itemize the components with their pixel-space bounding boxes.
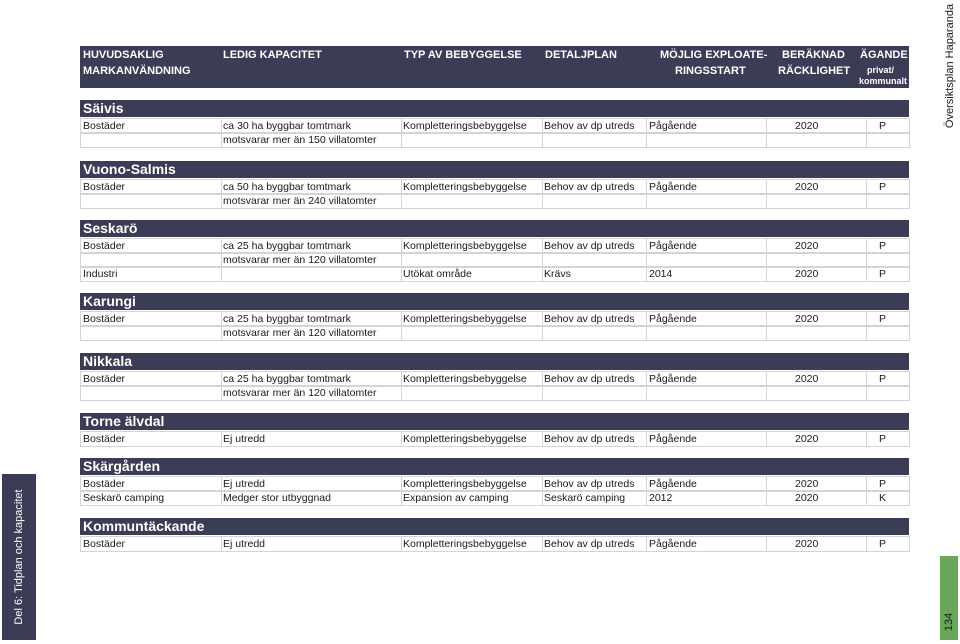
header-col-detaljplan: DETALJPLAN [545, 49, 617, 61]
cell-divider [542, 267, 543, 281]
cell-divider [646, 386, 647, 400]
header-col-kapacitet: LEDIG KAPACITET [223, 49, 322, 61]
table-cell: P [879, 181, 887, 193]
cell-divider [646, 239, 647, 253]
table-cell: P [879, 373, 887, 385]
cell-divider [866, 326, 867, 340]
header-col-markanvandning-2: MARKANVÄNDNING [83, 65, 191, 77]
table-row [80, 132, 910, 148]
section-title: Säivis [83, 100, 124, 116]
section-title: Seskarö [83, 220, 138, 236]
cell-divider [221, 239, 222, 253]
table-cell: Bostäder [83, 373, 126, 385]
table-cell: Ej utredd [223, 433, 266, 445]
cell-divider [401, 119, 402, 133]
cell-divider [542, 372, 543, 386]
table-cell: 2020 [795, 268, 819, 280]
cell-divider [401, 194, 402, 208]
cell-divider [866, 477, 867, 491]
cell-divider [766, 133, 767, 147]
section-header [80, 161, 909, 178]
table-cell: Expansion av camping [403, 492, 509, 504]
table-cell: Kompletteringsbebyggelse [403, 313, 527, 325]
cell-divider [646, 253, 647, 267]
cell-divider [401, 239, 402, 253]
page-number-box [940, 556, 958, 640]
table-row [80, 325, 910, 341]
section-title: Skärgården [83, 458, 161, 474]
cell-divider [221, 491, 222, 505]
table-cell: 2020 [795, 313, 819, 325]
table-cell: Utökat område [403, 268, 472, 280]
table-row [80, 193, 910, 209]
cell-divider [766, 194, 767, 208]
cell-divider [401, 372, 402, 386]
header-col-agande: ÄGANDE [860, 49, 908, 61]
cell-divider [646, 432, 647, 446]
table-cell: P [879, 240, 887, 252]
table-row [80, 385, 910, 401]
header-col-exploatering-2: RINGSSTART [675, 65, 746, 77]
cell-divider [221, 253, 222, 267]
cell-divider [401, 477, 402, 491]
cell-divider [401, 432, 402, 446]
cell-divider [646, 326, 647, 340]
table-cell: 2020 [795, 478, 819, 490]
table-cell: Krävs [544, 268, 571, 280]
cell-divider [766, 372, 767, 386]
cell-divider [646, 477, 647, 491]
cell-divider [766, 312, 767, 326]
table-row [80, 266, 910, 282]
table-cell: ca 25 ha byggbar tomtmark [223, 240, 351, 252]
chapter-tab [2, 474, 36, 640]
table-cell: Bostäder [83, 433, 126, 445]
cell-divider [766, 119, 767, 133]
cell-divider [646, 267, 647, 281]
table-cell: Pågående [649, 120, 697, 132]
cell-divider [401, 133, 402, 147]
table-row [80, 536, 910, 552]
table-cell: P [879, 313, 887, 325]
cell-divider [401, 326, 402, 340]
cell-divider [646, 133, 647, 147]
table-cell: Behov av dp utreds [544, 538, 635, 550]
table-cell: 2020 [795, 433, 819, 445]
cell-divider [542, 326, 543, 340]
section-title: Torne älvdal [83, 413, 165, 429]
cell-divider [866, 312, 867, 326]
table-cell: Bostäder [83, 240, 126, 252]
table-cell: Behov av dp utreds [544, 478, 635, 490]
cell-divider [401, 267, 402, 281]
section-header [80, 353, 909, 370]
cell-divider [766, 326, 767, 340]
cell-divider [401, 386, 402, 400]
section-title: Karungi [83, 293, 136, 309]
table-cell: 2020 [795, 538, 819, 550]
section-header [80, 413, 909, 430]
cell-divider [401, 312, 402, 326]
cell-divider [866, 372, 867, 386]
cell-divider [646, 491, 647, 505]
section-title: Kommuntäckande [83, 518, 205, 534]
table-cell: Bostäder [83, 478, 126, 490]
cell-divider [401, 180, 402, 194]
table-cell: 2020 [795, 181, 819, 193]
table-cell: ca 25 ha byggbar tomtmark [223, 373, 351, 385]
cell-divider [221, 133, 222, 147]
cell-divider [542, 432, 543, 446]
cell-divider [866, 267, 867, 281]
table-cell: Kompletteringsbebyggelse [403, 240, 527, 252]
table-cell: ca 50 ha byggbar tomtmark [223, 181, 351, 193]
table-cell: motsvarar mer än 240 villatomter [223, 195, 377, 207]
table-cell: 2014 [649, 268, 673, 280]
table-row [80, 431, 910, 447]
table-cell: motsvarar mer än 150 villatomter [223, 134, 377, 146]
table-cell: 2012 [649, 492, 673, 504]
table-cell: ca 30 ha byggbar tomtmark [223, 120, 351, 132]
cell-divider [766, 537, 767, 551]
cell-divider [866, 239, 867, 253]
cell-divider [542, 119, 543, 133]
cell-divider [542, 253, 543, 267]
cell-divider [646, 180, 647, 194]
table-cell: P [879, 120, 887, 132]
header-col-exploatering: MÖJLIG EXPLOATE- [660, 49, 768, 61]
header-col-rackligheT: BERÄKNAD [782, 49, 845, 61]
cell-divider [401, 537, 402, 551]
header-col-agande-3: kommunalt [859, 76, 908, 86]
table-header [80, 46, 909, 88]
cell-divider [221, 267, 222, 281]
table-cell: K [879, 492, 887, 504]
side-title-right [940, 4, 960, 128]
cell-divider [542, 386, 543, 400]
cell-divider [646, 194, 647, 208]
cell-divider [866, 253, 867, 267]
cell-divider [866, 194, 867, 208]
cell-divider [866, 491, 867, 505]
table-cell: Seskarö camping [83, 492, 165, 504]
page-number: 134 [943, 612, 955, 632]
cell-divider [542, 491, 543, 505]
cell-divider [766, 253, 767, 267]
cell-divider [866, 537, 867, 551]
cell-divider [766, 239, 767, 253]
cell-divider [221, 119, 222, 133]
table-cell: motsvarar mer än 120 villatomter [223, 254, 377, 266]
cell-divider [221, 537, 222, 551]
cell-divider [866, 119, 867, 133]
table-cell: P [879, 538, 887, 550]
cell-divider [542, 239, 543, 253]
cell-divider [542, 537, 543, 551]
section-title: Nikkala [83, 353, 133, 369]
side-title-right-text: Översiktsplan Haparanda [944, 3, 956, 129]
table-cell: Behov av dp utreds [544, 373, 635, 385]
cell-divider [866, 133, 867, 147]
table-cell: Pågående [649, 373, 697, 385]
section-header [80, 518, 909, 535]
cell-divider [766, 386, 767, 400]
table-cell: Bostäder [83, 181, 126, 193]
table-cell: Ej utredd [223, 478, 266, 490]
table-row [80, 490, 910, 506]
cell-divider [646, 537, 647, 551]
table-cell: P [879, 478, 887, 490]
table-cell: Behov av dp utreds [544, 240, 635, 252]
table-cell: 2020 [795, 240, 819, 252]
table-cell: Kompletteringsbebyggelse [403, 478, 527, 490]
table-cell: Kompletteringsbebyggelse [403, 433, 527, 445]
table-cell: ca 25 ha byggbar tomtmark [223, 313, 351, 325]
cell-divider [221, 477, 222, 491]
table-cell: Seskarö camping [544, 492, 626, 504]
header-col-bebyggelse: TYP AV BEBYGGELSE [404, 49, 522, 61]
section-header [80, 100, 909, 117]
cell-divider [646, 372, 647, 386]
cell-divider [221, 312, 222, 326]
cell-divider [221, 386, 222, 400]
table-cell: Pågående [649, 538, 697, 550]
table-cell: Behov av dp utreds [544, 181, 635, 193]
cell-divider [766, 477, 767, 491]
table-cell: P [879, 433, 887, 445]
cell-divider [766, 180, 767, 194]
cell-divider [542, 312, 543, 326]
table-cell: 2020 [795, 120, 819, 132]
cell-divider [646, 119, 647, 133]
table-cell: Behov av dp utreds [544, 120, 635, 132]
table-cell: motsvarar mer än 120 villatomter [223, 387, 377, 399]
cell-divider [221, 326, 222, 340]
table-cell: Pågående [649, 240, 697, 252]
table-cell: Kompletteringsbebyggelse [403, 373, 527, 385]
table-cell: Ej utredd [223, 538, 266, 550]
cell-divider [766, 432, 767, 446]
table-cell: Pågående [649, 181, 697, 193]
table-cell: P [879, 268, 887, 280]
table-cell: Pågående [649, 433, 697, 445]
cell-divider [866, 386, 867, 400]
table-cell: Behov av dp utreds [544, 433, 635, 445]
header-col-racklighet-2: RÄCKLIGHET [778, 65, 851, 77]
table-cell: Bostäder [83, 538, 126, 550]
cell-divider [542, 133, 543, 147]
section-title: Vuono-Salmis [83, 161, 176, 177]
table-cell: Industri [83, 268, 118, 280]
table-cell: 2020 [795, 373, 819, 385]
header-col-markanvandning: HUVUDSAKLIG [83, 49, 164, 61]
chapter-tab-text: Del 6: Tidplan och kapacitet [13, 489, 25, 625]
section-header [80, 458, 909, 475]
cell-divider [221, 180, 222, 194]
cell-divider [542, 180, 543, 194]
cell-divider [766, 491, 767, 505]
table-cell: Kompletteringsbebyggelse [403, 181, 527, 193]
table-cell: Pågående [649, 478, 697, 490]
cell-divider [221, 372, 222, 386]
cell-divider [401, 253, 402, 267]
cell-divider [221, 432, 222, 446]
table-cell: Kompletteringsbebyggelse [403, 538, 527, 550]
cell-divider [866, 180, 867, 194]
table-cell: Bostäder [83, 120, 126, 132]
table-cell: Pågående [649, 313, 697, 325]
table-cell: Bostäder [83, 313, 126, 325]
cell-divider [766, 267, 767, 281]
cell-divider [401, 491, 402, 505]
cell-divider [646, 312, 647, 326]
section-header [80, 293, 909, 310]
cell-divider [542, 194, 543, 208]
table-cell: Kompletteringsbebyggelse [403, 120, 527, 132]
cell-divider [542, 477, 543, 491]
section-header [80, 220, 909, 237]
table-cell: 2020 [795, 492, 819, 504]
header-col-agande-2: privat/ [867, 65, 895, 75]
table-cell: Behov av dp utreds [544, 313, 635, 325]
table-cell: Medger stor utbyggnad [223, 492, 331, 504]
cell-divider [866, 432, 867, 446]
cell-divider [221, 194, 222, 208]
table-cell: motsvarar mer än 120 villatomter [223, 327, 377, 339]
